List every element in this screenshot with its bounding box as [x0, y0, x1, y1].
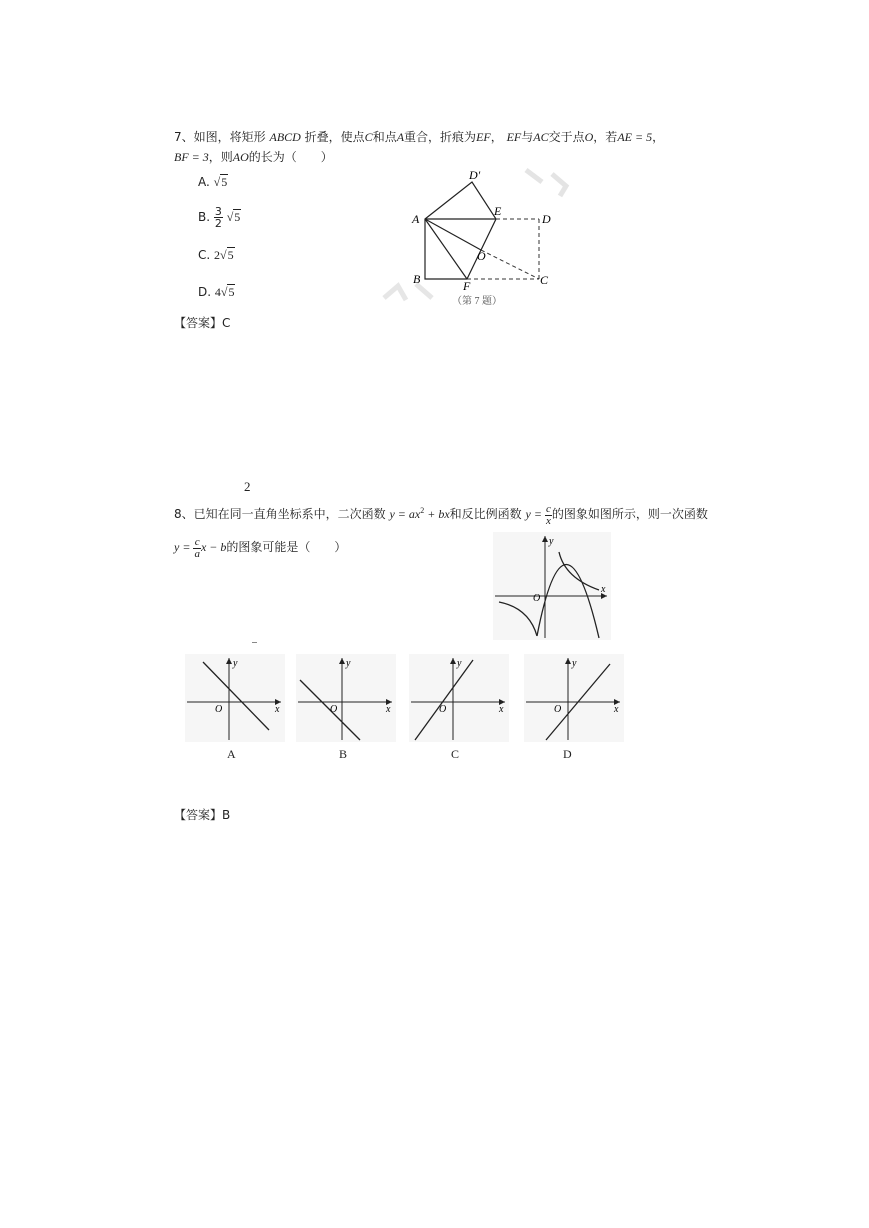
- q7-text: ，若: [593, 130, 618, 144]
- origin-label: O: [330, 704, 338, 715]
- origin-label: O: [439, 704, 447, 715]
- q7-text: 如图，将矩形: [193, 130, 266, 144]
- q7-var: AC: [533, 130, 549, 144]
- q8-text: 已知在同一直角坐标系中，二次函数: [193, 507, 386, 521]
- q7-number: 7、: [174, 130, 194, 144]
- axis-label-x: x: [614, 704, 619, 715]
- radicand: 5: [227, 248, 234, 262]
- hyperbola-branch-right: [559, 552, 599, 590]
- linear-graph-line: [203, 662, 269, 730]
- q8-stem-line2: [174, 536, 346, 560]
- coefficient: 4: [214, 285, 221, 299]
- option-label: B.: [198, 210, 211, 224]
- q8-text: 和反比例函数: [449, 507, 522, 521]
- q8-text: 的图象如图所示，则一次函数: [551, 507, 708, 521]
- label-o: O: [477, 249, 486, 263]
- option-label: D.: [198, 285, 212, 299]
- sqrt-expression: 4√5: [214, 285, 235, 299]
- segment-af: [425, 219, 467, 279]
- radicand: 5: [221, 175, 228, 189]
- q8-text: 的图象可能是（ ）: [226, 540, 347, 554]
- axis-label-x: x: [275, 704, 280, 715]
- axis-label-y: y: [549, 536, 554, 547]
- label-a: A: [412, 212, 420, 226]
- q7-text: ，则: [208, 150, 233, 164]
- axis-label-y: y: [457, 658, 462, 669]
- formula-part: + bx: [424, 507, 450, 521]
- folded-shape: [425, 182, 496, 279]
- q7-var: ABCD: [269, 130, 301, 144]
- fraction: [545, 504, 552, 527]
- formula-part: y =: [174, 540, 194, 554]
- axis-label-x: x: [386, 704, 391, 715]
- linear-formula: [174, 535, 227, 560]
- sqrt-expression: √5: [213, 175, 228, 189]
- q7-text: 重合，折痕为: [404, 130, 477, 144]
- option-label: C.: [198, 248, 211, 262]
- coefficient: 2: [214, 248, 221, 262]
- y-axis-arrow: [339, 658, 345, 664]
- label-e: E: [494, 204, 502, 218]
- axis-label-x: x: [601, 584, 606, 595]
- quadratic-formula: [389, 507, 449, 521]
- sqrt-expression: 2√5: [214, 248, 234, 262]
- q7-option-c: [198, 248, 235, 263]
- stray-number: 2: [244, 479, 251, 494]
- formula-part: y = ax: [389, 507, 421, 521]
- q7-text: 与: [521, 130, 534, 144]
- q7-answer: 【答案】C: [174, 316, 231, 330]
- q7-var: AE = 5: [617, 130, 653, 144]
- fraction-denominator: x: [545, 514, 551, 527]
- small-mark: [252, 642, 257, 643]
- y-axis-arrow: [542, 536, 548, 542]
- linear-graph-line: [415, 660, 473, 740]
- inverse-formula: [525, 502, 552, 527]
- q7-option-b: [198, 206, 241, 229]
- origin-label: O: [533, 593, 541, 604]
- fraction-denominator: 2: [214, 217, 222, 230]
- watermark-stroke: [526, 170, 566, 196]
- fraction-numerator: c: [545, 502, 551, 515]
- q7-text: ，: [490, 130, 503, 144]
- origin-label: O: [215, 704, 223, 715]
- label-dprime: D': [469, 168, 481, 182]
- segment-ao: [425, 219, 481, 250]
- q7-stem-line1: [174, 128, 664, 145]
- choice-label-b: B: [339, 747, 348, 761]
- q7-text: ，: [652, 130, 665, 144]
- q7-stem-line2: [174, 148, 333, 165]
- choice-label-c: C: [451, 747, 460, 761]
- fraction-numerator: 3: [214, 205, 222, 218]
- label-f: F: [463, 279, 471, 293]
- fraction: [193, 537, 201, 560]
- q7-var: O: [584, 130, 594, 144]
- option-label: A.: [198, 175, 210, 189]
- choice-label-a: A: [227, 747, 236, 761]
- formula-part: y =: [525, 507, 545, 521]
- q8-stem-line1: [174, 500, 708, 527]
- fraction-numerator: c: [194, 535, 200, 548]
- formula-part: x − b: [200, 540, 227, 554]
- label-d: D: [542, 212, 551, 226]
- y-axis-arrow: [450, 658, 456, 664]
- q7-text: 和点: [372, 130, 397, 144]
- q8-answer: 【答案】B: [174, 808, 231, 822]
- axis-label-y: y: [346, 658, 351, 669]
- label-b: B: [413, 272, 421, 286]
- y-axis-arrow: [226, 658, 232, 664]
- choice-graph-b: [296, 654, 396, 742]
- axis-label-y: y: [233, 658, 238, 669]
- dashed-oc: [481, 250, 539, 279]
- y-axis-arrow: [565, 658, 571, 664]
- q7-option-d: [198, 285, 235, 300]
- formula-exponent: 2: [420, 506, 425, 515]
- q7-var: AO: [232, 150, 249, 164]
- q7-var: EF: [506, 130, 522, 144]
- fraction: [214, 206, 223, 229]
- parabola-curve: [537, 564, 599, 638]
- q8-number: 8、: [174, 507, 194, 521]
- choice-graph-a: [185, 654, 285, 742]
- label-c: C: [540, 273, 549, 287]
- q7-option-a: [198, 175, 228, 190]
- axis-label-y: y: [572, 658, 577, 669]
- figure-caption: （第 7 题）: [452, 296, 502, 307]
- hyperbola-branch-left: [499, 602, 537, 636]
- fraction-denominator: a: [194, 547, 200, 560]
- q7-text: 的长为（ ）: [248, 150, 333, 164]
- q7-text: 折叠，使点: [304, 130, 365, 144]
- q7-var: BF = 3: [174, 150, 209, 164]
- choice-graph-d: [524, 654, 624, 742]
- q7-figure: [376, 166, 586, 310]
- q7-var: C: [364, 130, 373, 144]
- choice-label-d: D: [563, 747, 572, 761]
- axis-label-x: x: [499, 704, 504, 715]
- origin-label: O: [554, 704, 562, 715]
- watermark-stroke: [384, 284, 432, 300]
- q7-var: A: [396, 130, 405, 144]
- q7-text: 交于点: [548, 130, 585, 144]
- q8-main-graph: [493, 532, 611, 640]
- sqrt-expression: √5: [226, 210, 241, 224]
- radicand: 5: [234, 210, 241, 224]
- choice-graph-c: [409, 654, 509, 742]
- radicand: 5: [228, 285, 235, 299]
- q7-var: EF: [476, 130, 491, 144]
